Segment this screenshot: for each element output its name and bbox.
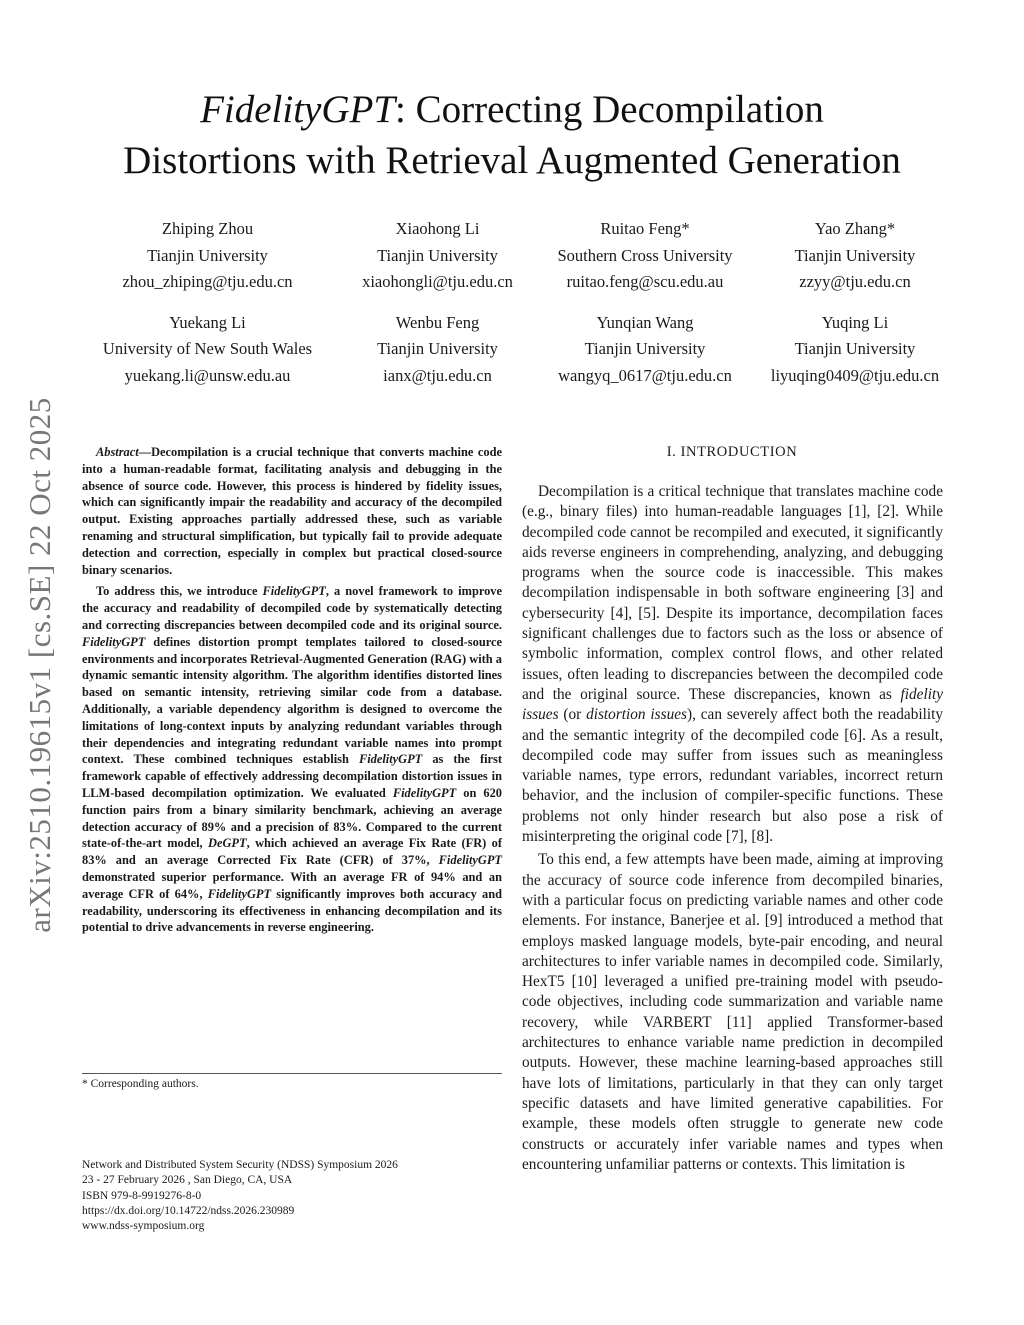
emphasized-text: FidelityGPT [207,886,272,901]
text-run: , which achieved an average Fix Rate (FR) of 83% and an average Corrected Fix Rate (CFR) of 37%, [82,836,502,868]
introduction-body [522,482,943,1175]
author-affiliation: Tianjin University [147,245,268,265]
venue-line: ISBN 979-8-9919276-8-0 [82,1189,202,1202]
text-run: , a novel framework to improve the accuracy and readability of decompiled code by systematically detecting and correcting discrepancies between decompiled code and its original source. [82,584,502,632]
text-run: To this end, a few attempts have been made, aiming at improving the accuracy of source code inference from decompiled binaries, with a particular focus on predicting variable names and other code elements. For instance, Banerjee et al. [9] introduced a method that employs masked language models, byte-pair encoding, and neural architectures to infer variable names in decompiled code. Similarly, HexT5 [10] leveraged a unified pre-training model with pseudo-code objectives, including code summarization and variable name recovery, while VARBERT [11] applied Transformer-based architectures to enhance variable name prediction in decompiled outputs. However, these machine learning-based approaches still have lots of limitations, particularly in that they can only target specific datasets and have limited generative capabilities. For example, these models often struggle to generate new code constructs or accurately infer variable names and types when encountering unfamiliar patterns or contexts. This limitation is [522,851,943,1173]
author [335,216,540,296]
author-name: Wenbu Feng [395,312,480,332]
author [750,216,960,296]
title-line-1-rest: : Correcting Decompilation [395,88,824,131]
venue-info [82,1158,502,1234]
author-affiliation: Tianjin University [794,339,916,358]
author-affiliation: Tianjin University [584,339,706,358]
abstract-paragraph-1-text: —Decompilation is a crucial technique that converts machine code into a human-readable format, facilitating analysis and debugging in the absence of source code. However, this process is hindered by fidelity issues, which can significantly impair the readability and accuracy of the decompiled output. Existing approaches partially addressed these, such as variable renaming and structural simplification, but typically fail to provide adequate detection and correction, especially in complex but practical closed-source binary scenarios. [82,445,502,577]
footnote: * Corresponding authors. [82,1078,199,1090]
title-system-name: FidelityGPT [200,88,396,131]
author-name: Zhiping Zhou [161,219,254,238]
abstract-label: Abstract [96,445,139,459]
emphasized-text: FidelityGPT [392,785,457,800]
text-run: significantly improves both accuracy and readability, underscoring its effectiveness in enhancing decompilation and its potential to drive advancements in reverse engineering. [82,886,502,935]
author [335,310,540,390]
text-run: on 620 function pairs from a binary similarity benchmark, achieving an average detection accuracy of 89% and a precision of 83%. Compared to the current state-of-the-art model, [82,785,502,851]
author-affiliation: Tianjin University [794,245,916,265]
author [80,310,335,390]
text-run: defines distortion prompt templates tailored to closed-source environments and incorporates Retrieval-Augmented Generation (RAG) with a dynamic semantic intensity algorithm. The algorithm identifies distorted lines based on semantic intensity, retrieving similar code from a database. Additionally, a variable dependency algorithm is designed to overcome the limitations of long-context inputs by analyzing redundant variables through their dependencies and integrating redundant variable names into prompt context. These combined techniques establish [82,634,502,767]
author [80,216,335,296]
title-line-1 [60,84,964,135]
title-line-2: Distortions with Retrieval Augmented Generation [123,139,901,182]
text-run: To address this, we introduce [96,584,263,599]
venue-line: https://dx.doi.org/10.14722/ndss.2026.230989 [82,1204,295,1217]
section-heading-introduction: I. INTRODUCTION [666,444,798,460]
intro-paragraph-1 [522,482,943,847]
text-run: Decompilation is a critical technique that translates machine code (e.g., binary files) into human-readable languages [1], [2]. While decompiled code cannot be recompiled and executed, it significantly aids reverse engineers in comprehending, analyzing, and debugging programs when the source code is inaccessible. This makes decompilation indispensable in both software engineering [3] and cybersecurity [4], [5]. Despite its importance, decompilation faces significant challenges due to factors such as the loss or absence of symbolic information, complex control flows, and other related issues, often leading to discrepancies between the decompiled code and the original source. These discrepancies, known as [522,483,943,703]
author-affiliation: University of New South Wales [102,339,313,358]
emphasized-text: FidelityGPT [358,752,423,767]
author [750,310,960,390]
intro-paragraph-2 [522,850,943,1175]
footnote-divider [82,1073,502,1074]
author-name: Yuqing Li [821,312,889,332]
author-name: Ruitao Feng* [600,219,690,238]
author-name: Xiaohong Li [395,219,480,238]
venue-line: 23 - 27 February 2026 , San Diego, CA, USA [82,1174,293,1187]
emphasized-text: FidelityGPT [438,853,502,868]
author-name: Yuekang Li [169,312,246,332]
author-email: zhou_zhiping@tju.edu.cn [122,272,293,291]
author [540,216,750,296]
venue-line: Network and Distributed System Security (NDSS) Symposium 2026 [82,1159,398,1171]
emphasized-text: distortion issues [586,706,687,724]
abstract-paragraph-2 [82,583,502,936]
venue-line: www.ndss-symposium.org [82,1220,205,1233]
author-name: Yunqian Wang [596,312,694,332]
paper-title [60,84,964,186]
author-affiliation: Tianjin University [377,339,498,358]
author-block [80,216,960,389]
emphasized-text: DeGPT [208,836,247,851]
text-run: ), can severely affect both the readability and the semantic integrity of the decompiled code [6]. As a result, decompiled code may suffer from issues such as meaningless variable names, type errors, redundant variables, incorrect return behavior, and the inclusion of compiler-specific functions. These problems not only hinder research but also pose a risk of misinterpreting the original code [7], [8]. [522,706,943,846]
emphasized-text: fidelity issues [522,685,943,724]
abstract-paragraph-1 [82,444,502,578]
arxiv-identifier-text: arXiv:2510.19615v1 [cs.SE] 22 Oct 2025 [22,397,57,933]
author-email: zzyy@tju.edu.cn [799,272,911,291]
emphasized-text: FidelityGPT [82,634,146,649]
author-email: xiaohongli@tju.edu.cn [362,272,513,291]
author [540,310,750,390]
author-email: liyuqing0409@tju.edu.cn [770,365,940,385]
author-affiliation: Southern Cross University [557,245,733,265]
author-affiliation: Tianjin University [377,245,498,265]
text-run: demonstrated superior performance. With an average FR of 94% and an average CFR of 64%, [82,869,502,901]
author-email: ianx@tju.edu.cn [383,365,492,385]
author-email: ruitao.feng@scu.edu.au [566,272,724,291]
text-run: as the first framework capable of effectively addressing decompilation distortion issues in LLM-based decompilation optimization. We evaluated [82,752,503,800]
author-email: wangyq_0617@tju.edu.cn [558,365,732,385]
emphasized-text: FidelityGPT [262,584,326,599]
author-name: Yao Zhang* [814,219,896,238]
abstract [82,444,502,936]
author-email: yuekang.li@unsw.edu.au [124,365,291,385]
arxiv-identifier [20,380,60,950]
text-run: (or [558,706,587,724]
